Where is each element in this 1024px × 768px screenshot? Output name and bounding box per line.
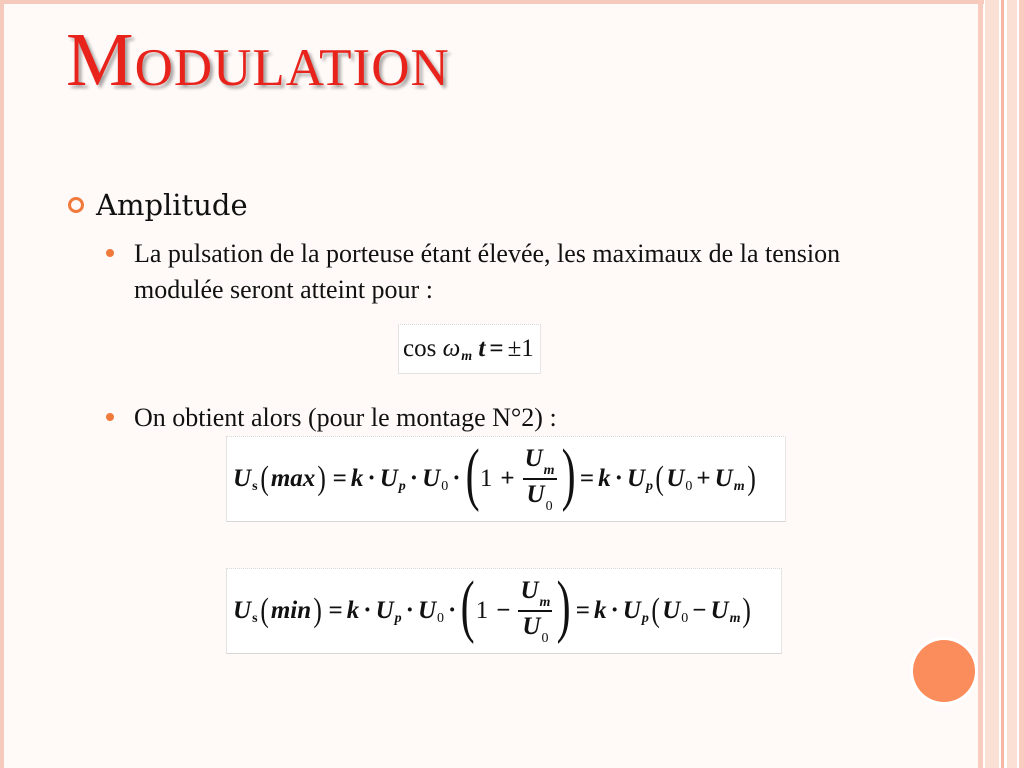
formula-fraction [518, 576, 552, 646]
formula-op: · [409, 465, 419, 492]
formula-arg: max [270, 465, 316, 492]
formula-arg: min [270, 597, 312, 624]
formula-sub: m [729, 611, 741, 626]
formula-var: t [478, 335, 486, 362]
formula-op: · [614, 465, 623, 492]
formula-var: U [233, 465, 252, 492]
formula-us-max: U s ( max ) = k · U p · U 0 · ( 1 + $\frac{U_m}{U_0}$ ) = k · U p ( U 0 + U m ) [226, 436, 786, 522]
slide-title: Modulation [66, 18, 450, 102]
formula-eq: = [489, 335, 504, 362]
dot-bullet-icon [106, 249, 114, 257]
formula-sub: p [394, 611, 402, 626]
bullet-level1 [68, 188, 248, 222]
formula-op: · [367, 465, 376, 492]
formula-var: U [666, 465, 685, 492]
decorative-stripes [978, 0, 1024, 768]
formula-op: − [692, 597, 707, 624]
bullet-level1-text: Amplitude [96, 188, 248, 222]
dot-bullet-icon [106, 413, 114, 421]
formula-var: U [626, 465, 646, 492]
bullet-level2 [106, 400, 886, 436]
bullet-level2 [106, 236, 886, 308]
formula-eq: = [575, 597, 590, 624]
formula-sub: m [539, 595, 551, 610]
formula-var: U [662, 597, 681, 624]
formula-var: k [593, 597, 607, 624]
formula-op: · [363, 597, 372, 624]
formula-rhs: ±1 [507, 335, 534, 362]
formula-op: + [696, 465, 711, 492]
ring-bullet-icon [68, 197, 84, 213]
formula-sub: 0 [541, 631, 549, 646]
formula-var: U [379, 465, 398, 492]
decorative-circle [913, 640, 975, 702]
formula-sub: s [252, 611, 258, 626]
formula-eq: = [332, 465, 347, 492]
formula-sub: 0 [681, 611, 689, 626]
bullet-text: La pulsation de la porteuse étant élevée, les maximaux de la tension modulée seront atteint pour : [134, 239, 841, 304]
formula-fn: cos [403, 335, 437, 362]
formula-var: U [417, 597, 437, 624]
formula-sub: m [733, 479, 745, 494]
formula-var: U [422, 465, 441, 492]
formula-sub: 0 [441, 479, 449, 494]
formula-eq: = [579, 465, 595, 492]
formula-op: − [496, 597, 511, 624]
stripe [1007, 0, 1017, 768]
formula-sub: 0 [437, 611, 445, 626]
formula-var: k [350, 465, 364, 492]
formula-var: U [522, 613, 541, 640]
formula-op: · [405, 597, 414, 624]
formula-omega: ω [442, 335, 461, 362]
formula-op: · [610, 597, 619, 624]
formula-var: k [346, 597, 360, 624]
stripe [978, 0, 983, 768]
formula-var: U [375, 597, 394, 624]
formula-eq: = [328, 597, 343, 624]
formula-const: 1 [475, 597, 489, 624]
formula-var: U [524, 445, 543, 472]
formula-op: · [448, 597, 457, 624]
formula-var: U [710, 597, 729, 624]
formula-op: + [500, 465, 515, 492]
formula-fraction [523, 444, 557, 514]
formula-var: U [714, 465, 733, 492]
stripe [1019, 0, 1024, 768]
formula-var: U [233, 597, 252, 624]
formula-sub: m [543, 463, 555, 478]
formula-var: k [598, 465, 611, 492]
formula-const: 1 [479, 465, 493, 492]
formula-var: U [526, 481, 545, 508]
formula-sub: p [646, 479, 654, 494]
formula-sub: m [461, 349, 473, 364]
formula-sub: p [398, 479, 406, 494]
formula-us-min: U s ( min ) = k · U p · U 0 · ( 1 − $\frac{U_m}{U_0}$ ) = k · U p ( U 0 − U m ) [226, 568, 782, 654]
formula-var: U [622, 597, 641, 624]
formula-cos [398, 324, 541, 374]
formula-op: · [452, 465, 461, 492]
formula-var: U [520, 577, 539, 604]
stripe [1001, 0, 1004, 768]
formula-sub: 0 [685, 479, 693, 494]
bullet-text: On obtient alors (pour le montage N°2) : [134, 403, 557, 432]
formula-sub: s [252, 479, 258, 494]
formula-sub: 0 [545, 499, 553, 514]
formula-sub: p [641, 611, 649, 626]
stripe [985, 0, 999, 768]
